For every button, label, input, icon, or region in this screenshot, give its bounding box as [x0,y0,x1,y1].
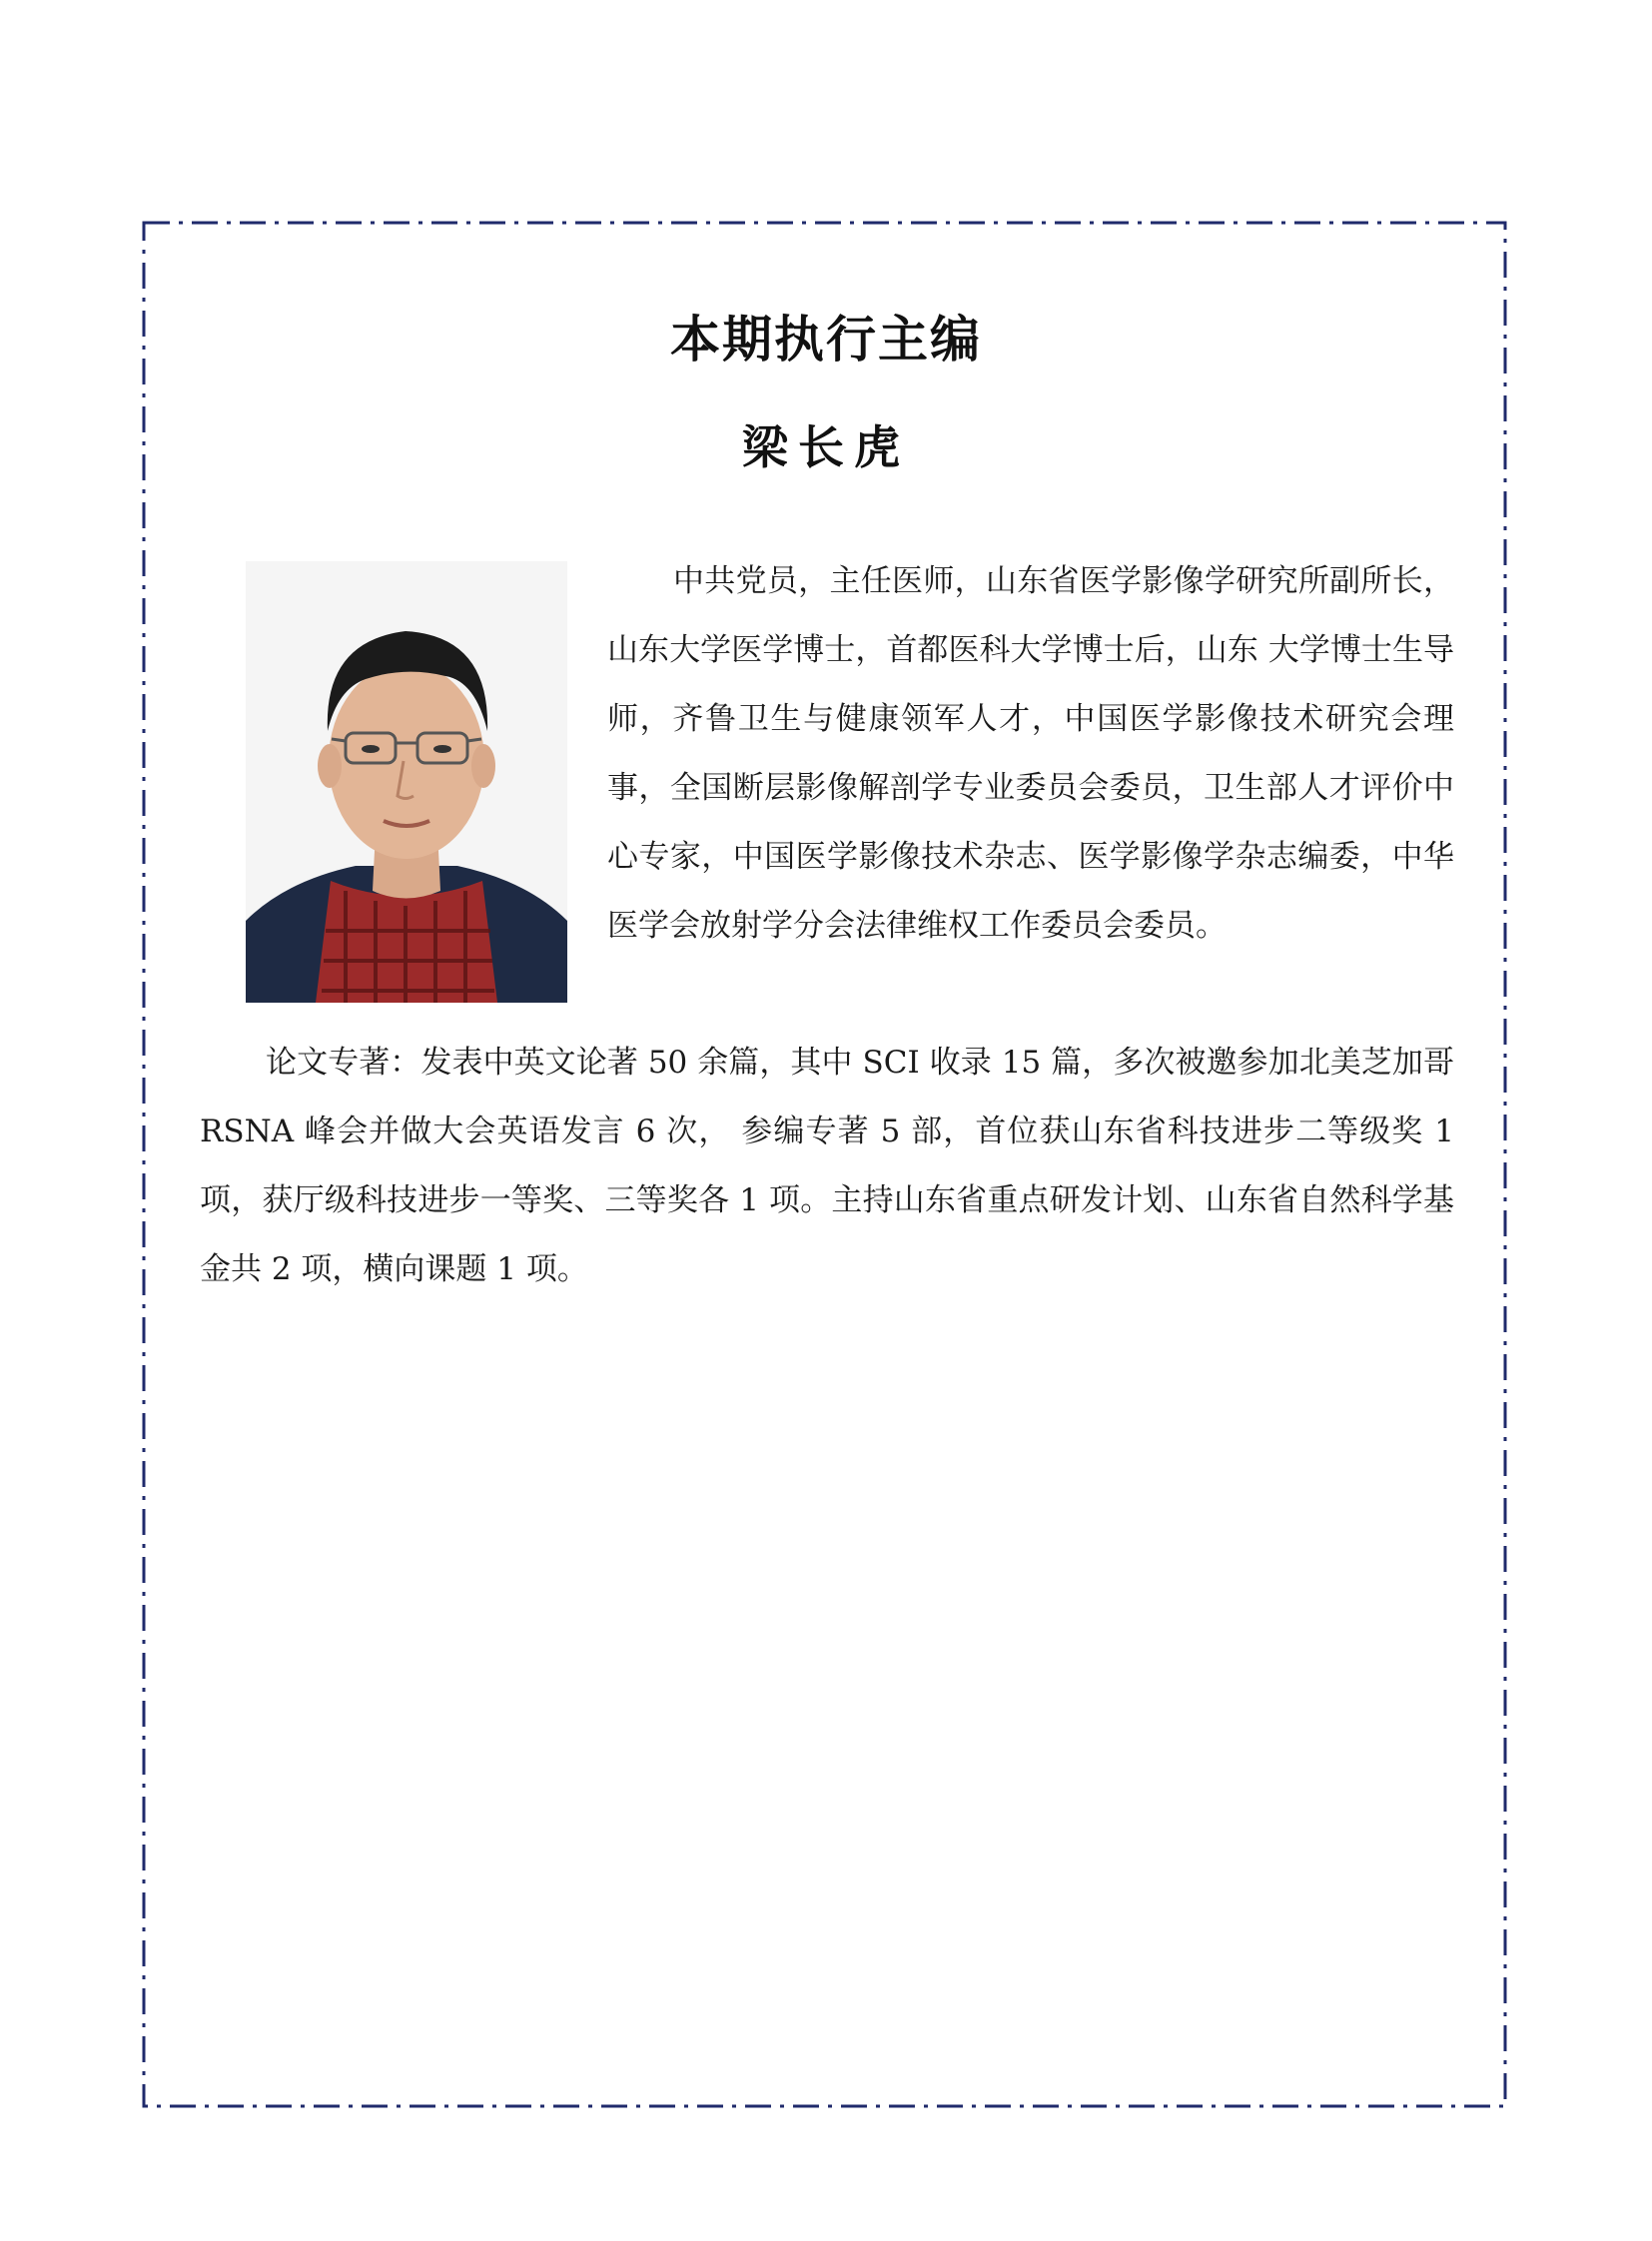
bio-intro-paragraph: 中共党员，主任医师，山东省医学影像学研究所副所长，山东大学医学博士，首都医科大学博士后，山东 大学博士生导师，齐鲁卫生与健康领军人才，中国医学影像技术研究会理事，全国断层影像解剖学专业委员会委员，卫生部人才评价中心专家，中国医学影像技术杂志、医学影像学杂志编委，中华医学会放射学分会法律维权工作委员会委员。 [607,563,1454,944]
bio-publications-paragraph: 论文专著：发表中英文论著 50 余篇，其中 SCI 收录 15 篇，多次被邀参加北美芝加哥 RSNA 峰会并做大会英语发言 6 次， 参编专著 5 部，首位获山东省科技进步二等级奖 1 项，获厅级科技进步一等奖、三等奖各 1 项。主持山东省重点研发计划、山东省自然科学基金共 2 项，横向课题 1 项。 [200,1045,1454,1287]
page-heading: 本期执行主编 [670,311,982,369]
portrait-illustration [246,561,567,1003]
portrait-photo [246,561,567,1003]
editor-name: 梁长虎 [742,420,910,474]
